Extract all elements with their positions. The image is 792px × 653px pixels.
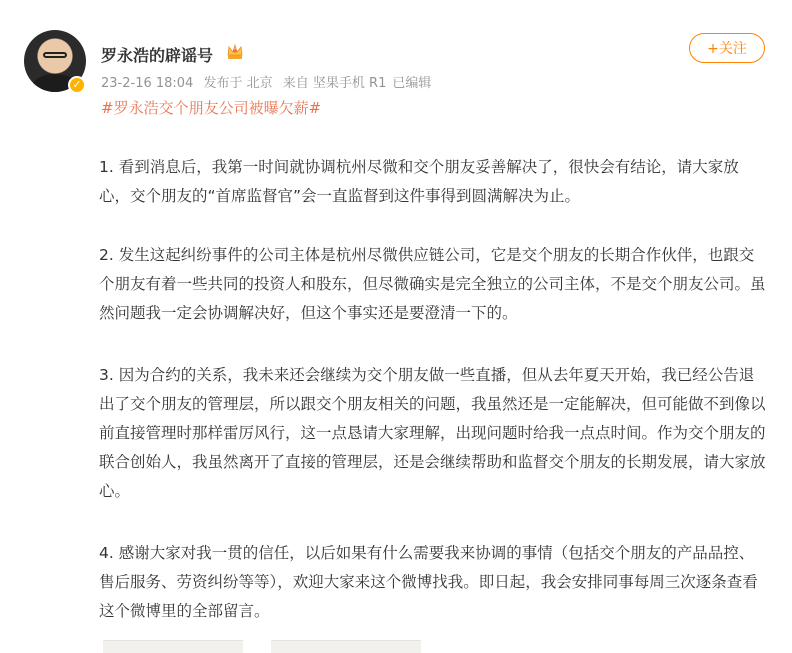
post-location: 发布于 北京: [203, 76, 273, 91]
crown-icon: [226, 44, 244, 60]
author-name[interactable]: 罗永浩的辟谣号: [101, 46, 214, 65]
post-image-thumbnail[interactable]: [103, 640, 243, 653]
post-image-thumbnail[interactable]: [271, 640, 421, 653]
avatar-glasses: [43, 52, 67, 58]
post-time[interactable]: 23-2-16 18:04: [101, 76, 194, 91]
post-paragraph-3: 3. 因为合约的关系，我未来还会继续为交个朋友做一些直播，但从去年夏天开始，我已经公告退出了交个朋友的管理层，所以跟交个朋友相关的问题，我虽然还是一定能解决，但可能做不到像以前直接管理时那样雷厉风行，这一点恳请大家理解，出现问题时给我一点点时间。作为交个朋友的联合创始人，我虽然离开了直接的管理层，还是会继续帮助和监督交个朋友的长期发展，请大家放心。: [99, 366, 766, 500]
follow-button[interactable]: [689, 33, 765, 63]
verified-badge-icon: ✓: [68, 76, 86, 94]
post-paragraph-2: 2. 发生这起纠纷事件的公司主体是杭州尽微供应链公司，它是交个朋友的长期合作伙伴，也跟交个朋友有着一些共同的投资人和股东，但尽微确实是完全独立的公司主体，不是交个朋友公司。虽然问题我一定会协调解决好，但这个事实还是要澄清一下的。: [99, 246, 766, 322]
post-images: [103, 640, 423, 652]
post-paragraph-4: 4. 感谢大家对我一贯的信任，以后如果有什么需要我来协调的事情（包括交个朋友的产品品控、售后服务、劳资纠纷等等），欢迎大家来这个微博找我。即日起，我会安排同事每周三次逐条查看这个微博里的全部留言。: [99, 544, 758, 620]
post-source: 来自 坚果手机 R1: [282, 76, 387, 91]
follow-label: +关注: [707, 41, 747, 57]
topic-link[interactable]: #罗永浩交个朋友公司被曝欠薪#: [101, 99, 322, 117]
post-edited[interactable]: 已编辑: [392, 76, 432, 91]
post-meta: [101, 72, 437, 91]
post-paragraph-1: 1. 看到消息后，我第一时间就协调杭州尽微和交个朋友妥善解决了，很快会有结论，请大家放心，交个朋友的“首席监督官”会一直监督到这件事得到圆满解决为止。: [99, 158, 739, 205]
